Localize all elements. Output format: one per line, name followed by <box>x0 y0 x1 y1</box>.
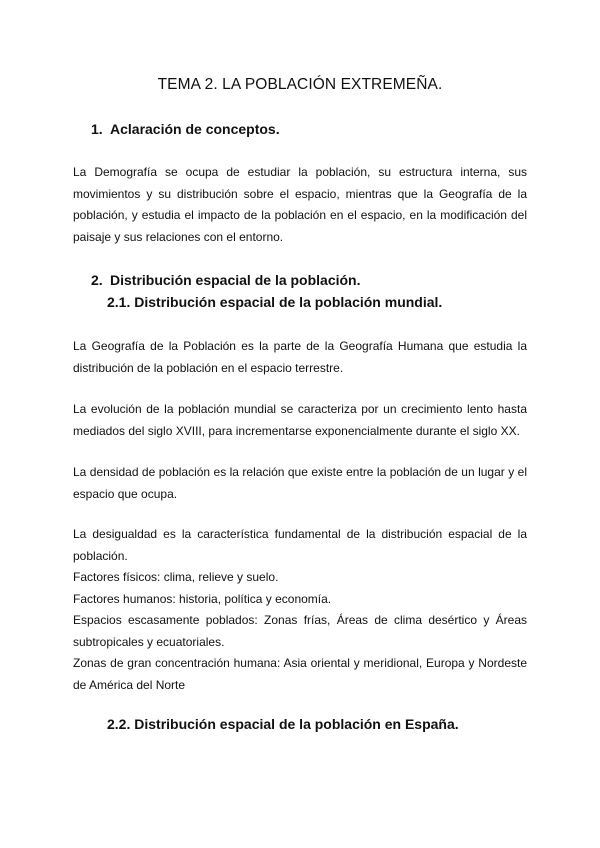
subsection-2-2-heading: 2.2. Distribución espacial de la población en España. <box>107 716 459 732</box>
physical-factors-line: Factores físicos: clima, relieve y suelo. <box>73 570 279 584</box>
human-factors-line: Factores humanos: historia, política y economía. <box>73 591 332 606</box>
document-title: TEMA 2. LA POBLACIÓN EXTREMEÑA. <box>157 76 443 93</box>
section-1-number: 1. <box>91 121 103 137</box>
section-1-paragraph: La Demografía se ocupa de estudiar la población, su estructura interna, sus movimientos y su distribución sobre el espacio, mientras que la Geografía de la población, y estudia el impacto de la población en el espacio, en la modificación del paisaje y sus relaciones con el entorno. <box>73 165 527 244</box>
inequality-paragraph: La desigualdad es la característica fundamental de la distribución espacial de la población. <box>73 527 527 563</box>
section-1-heading-text: Aclaración de conceptos. <box>110 121 280 137</box>
section-2-heading <box>91 272 361 288</box>
subsection-2-1-para-1: La Geografía de la Población es la parte de la Geografía Humana que estudia la distribución de la población en el espacio terrestre. <box>73 339 527 375</box>
section-2-heading-text: Distribución espacial de la población. <box>110 272 361 288</box>
subsection-2-1-inequality-block <box>73 524 527 696</box>
dense-areas-line: Zonas de gran concentración humana: Asia oriental y meridional, Europa y Nordeste de América del Norte <box>73 656 527 692</box>
sparse-areas-line: Espacios escasamente poblados: Zonas frías, Áreas de clima desértico y Áreas subtropicales y ecuatoriales. <box>73 613 527 649</box>
subsection-2-1-para-2: La evolución de la población mundial se caracteriza por un crecimiento lento hasta mediados del siglo XVIII, para incrementarse exponencialmente durante el siglo XX. <box>73 402 527 438</box>
subsection-2-1-heading: 2.1. Distribución espacial de la población mundial. <box>107 294 443 310</box>
section-2-number: 2. <box>91 272 103 288</box>
subsection-2-1-para-3: La densidad de población es la relación que existe entre la población de un lugar y el espacio que ocupa. <box>73 465 527 501</box>
section-1-heading <box>91 121 280 137</box>
